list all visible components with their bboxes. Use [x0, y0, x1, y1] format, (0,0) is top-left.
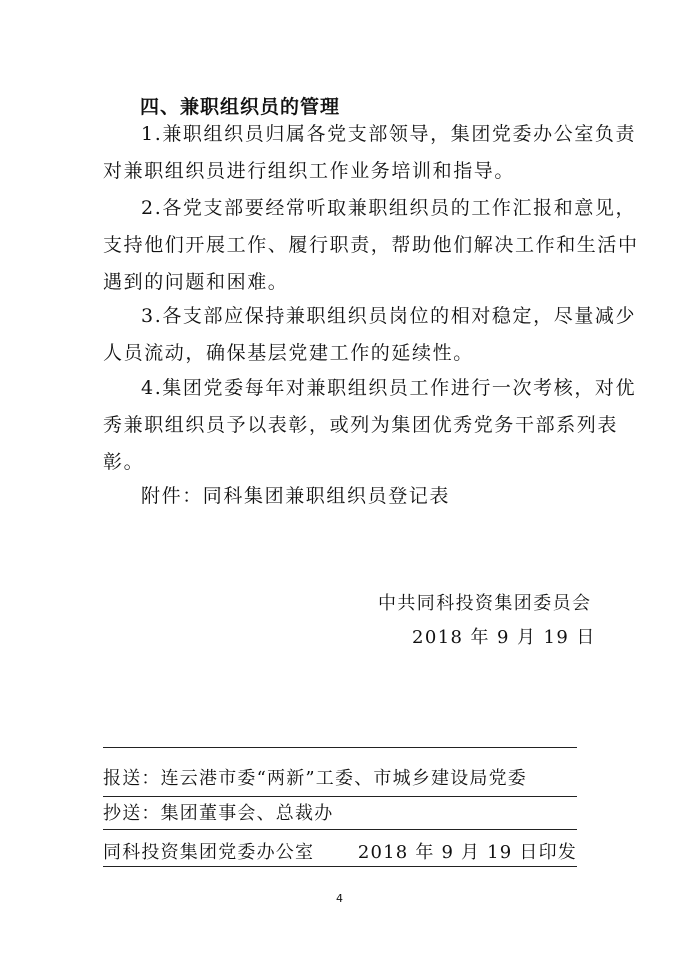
paragraph-line: 3.各支部应保持兼职组织员岗位的相对稳定，尽量减少	[141, 305, 637, 327]
attachment-text: 附件：同科集团兼职组织员登记表	[141, 485, 451, 507]
signature-organization: 中共同科投资集团委员会	[378, 593, 592, 614]
paragraph-line: 支持他们开展工作、履行职责，帮助他们解决工作和生活中	[103, 234, 639, 256]
issuer-name: 同科投资集团党委办公室	[103, 842, 315, 863]
copy-to-line: 抄送：集团董事会、总裁办	[103, 803, 334, 824]
section-heading: 四、兼职组织员的管理	[140, 96, 341, 118]
attachment-note	[103, 478, 583, 515]
paragraph-line: 2.各党支部要经常听取兼职组织员的工作汇报和意见，	[141, 197, 637, 219]
paragraph-line: 4.集团党委每年对兼职组织员工作进行一次考核，对优	[141, 377, 637, 399]
paragraph-line: 1.兼职组织员归属各党支部领导，集团党委办公室负责	[141, 123, 637, 145]
paragraph-line: 遇到的问题和困难。	[103, 271, 289, 293]
issue-date: 2018 年 9 月 19 日印发	[357, 842, 577, 863]
paragraph-1	[103, 116, 637, 190]
distribution-top-rule	[103, 747, 577, 748]
paragraph-line: 彰。	[103, 451, 145, 473]
signature-date: 2018 年 9 月 19 日	[412, 627, 596, 648]
paragraph-3	[103, 298, 637, 372]
paragraph-line: 对兼职组织员进行组织工作业务培训和指导。	[103, 160, 516, 182]
paragraph-line: 秀兼职组织员予以表彰，或列为集团优秀党务干部系列表	[103, 414, 619, 436]
paragraph-4	[103, 370, 637, 481]
distribution-lower-rule	[103, 829, 577, 830]
report-to-line: 报送：连云港市委“两新”工委、市城乡建设局党委	[103, 768, 528, 789]
issuer-line	[103, 838, 577, 864]
distribution-bottom-rule	[103, 866, 577, 867]
paragraph-2	[103, 190, 639, 301]
page-number: 4	[336, 892, 343, 905]
paragraph-line: 人员流动，确保基层党建工作的延续性。	[103, 342, 474, 364]
distribution-middle-rule	[103, 796, 577, 797]
